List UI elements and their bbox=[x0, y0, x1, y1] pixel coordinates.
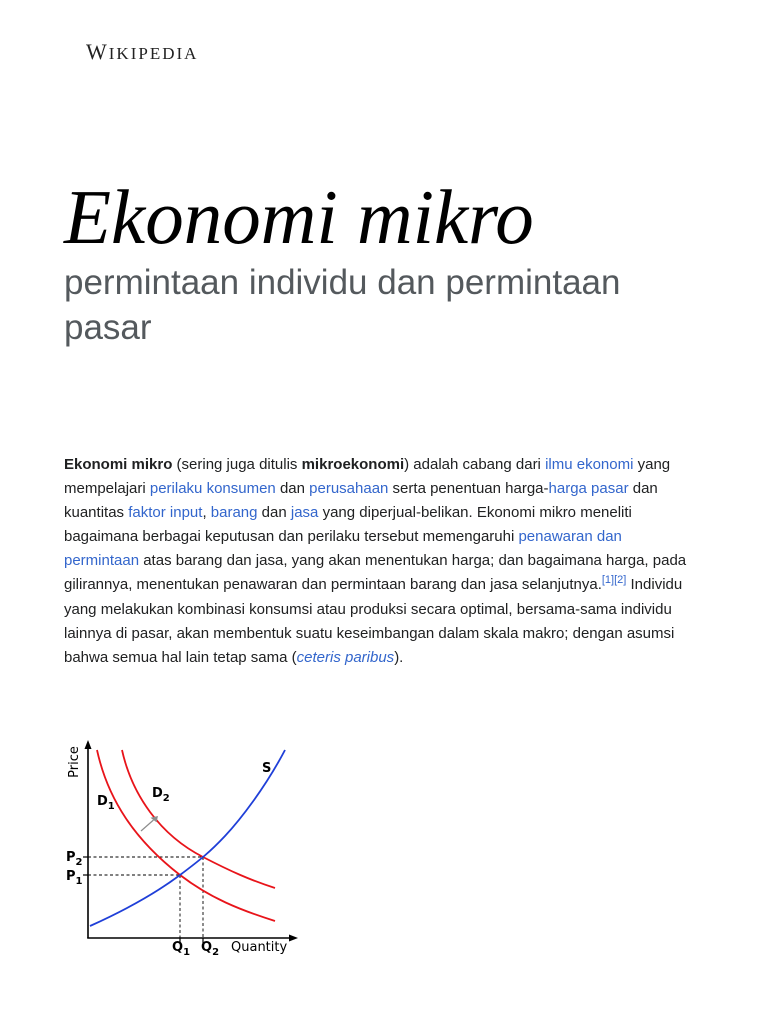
supply-demand-diagram bbox=[60, 730, 310, 965]
price-axis-arrowhead bbox=[85, 740, 92, 749]
link-perilaku-konsumen[interactable]: perilaku konsumen bbox=[149, 480, 276, 498]
demand-shift-arrow bbox=[141, 820, 154, 831]
d2-label bbox=[152, 786, 170, 804]
q2-label-subscript: 2 bbox=[212, 947, 220, 958]
supply-label: S bbox=[262, 761, 272, 776]
paragraph-text: dan bbox=[257, 504, 291, 522]
q2-label bbox=[201, 940, 219, 958]
p1-label bbox=[66, 869, 83, 887]
link-faktor-input[interactable]: faktor input bbox=[128, 504, 203, 522]
paragraph-text: serta penentuan harga- bbox=[388, 480, 549, 498]
quantity-axis-arrowhead bbox=[289, 935, 298, 942]
q1-label-main: Q bbox=[172, 940, 184, 955]
price-axis-label: Price bbox=[67, 746, 82, 778]
wikipedia-wordmark-logo[interactable]: WIKIPEDIA bbox=[86, 39, 199, 64]
paragraph-text: Individu yang melakukan kombinasi konsumsi atau produksi secara optimal, bersama-sama individu lainnya di pasar, akan membentuk suatu keseimbangan dalam skala makro; dengan asumsi bahwa semua hal lain tetap sama ( bbox=[64, 576, 683, 666]
page-title: Ekonomi mikro bbox=[64, 174, 534, 260]
p2-label-subscript: 2 bbox=[75, 857, 83, 868]
demand-curve-d1 bbox=[97, 750, 275, 921]
bold-term-ekonomi-mikro: Ekonomi mikro bbox=[64, 456, 173, 473]
supply-curve bbox=[90, 750, 285, 926]
link-penawaran-dan-permintaan[interactable]: penawaran dan permintaan bbox=[64, 528, 622, 570]
bold-term-mikroekonomi: mikroekonomi bbox=[301, 456, 405, 473]
link-ceteris-paribus[interactable]: ceteris paribus bbox=[296, 648, 395, 666]
paragraph-text: dan kuantitas bbox=[64, 480, 658, 522]
paragraph-text: atas barang dan jasa, yang akan menentukan harga; dan bagaimana harga, pada gilirannya, menentukan penawaran dan permintaan barang dan jasa selanjutnya. bbox=[64, 552, 687, 594]
d1-label-subscript: 1 bbox=[107, 801, 115, 812]
paragraph-text: yang mempelajari bbox=[64, 456, 671, 498]
paragraph-text: , bbox=[202, 504, 211, 522]
p2-label-main: P bbox=[66, 850, 76, 865]
reference-link-1[interactable]: [1] bbox=[601, 574, 615, 587]
p2-label bbox=[66, 850, 83, 868]
d2-label-main: D bbox=[152, 786, 163, 801]
d1-label bbox=[97, 794, 115, 812]
link-ilmu-ekonomi[interactable]: ilmu ekonomi bbox=[545, 456, 634, 473]
q1-label-subscript: 1 bbox=[183, 947, 191, 958]
q1-label bbox=[172, 940, 190, 958]
article-lead-paragraph bbox=[64, 453, 694, 670]
paragraph-text: ). bbox=[394, 648, 404, 666]
p1-label-main: P bbox=[66, 869, 76, 884]
reference-link-2[interactable]: [2] bbox=[614, 574, 627, 587]
q2-label-main: Q bbox=[201, 940, 213, 955]
paragraph-text: (sering juga ditulis bbox=[172, 456, 302, 473]
quantity-axis-label: Quantity bbox=[231, 940, 288, 955]
paragraph-text: dan bbox=[275, 480, 310, 498]
link-barang[interactable]: barang bbox=[210, 504, 258, 522]
d2-label-subscript: 2 bbox=[162, 793, 170, 804]
link-harga-pasar[interactable]: harga pasar bbox=[548, 480, 629, 498]
paragraph-text: ) adalah cabang dari bbox=[404, 456, 546, 473]
demand-curve-d2 bbox=[122, 750, 275, 888]
p1-label-subscript: 1 bbox=[75, 876, 83, 887]
d1-label-main: D bbox=[97, 794, 108, 809]
paragraph-text: yang diperjual-belikan. Ekonomi mikro meneliti bagaimana berbagai keputusan dan perilaku tersebut memengaruhi bbox=[64, 504, 632, 546]
page-description: permintaan individu dan permintaan pasar bbox=[64, 263, 621, 347]
link-perusahaan[interactable]: perusahaan bbox=[309, 480, 389, 498]
link-jasa[interactable]: jasa bbox=[290, 504, 319, 522]
